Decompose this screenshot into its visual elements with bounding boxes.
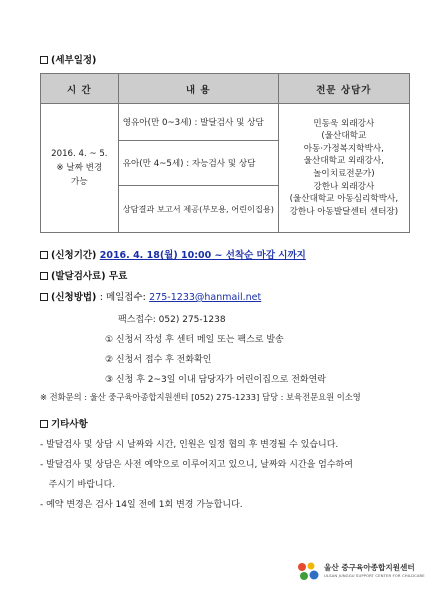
header-counselor: 전문 상담가	[278, 74, 409, 104]
counselor-line: 울산대학교 외래강사,	[303, 156, 384, 167]
method-step: ② 신청서 접수 후 전화확인	[105, 355, 212, 365]
counselor-line: 민동욱 외래강사	[313, 118, 375, 129]
counselor-cell	[278, 104, 409, 233]
other-line: - 발달검사 및 상담은 사전 예약으로 이루어지고 있으니, 날짜와 시간을 엄수하여	[40, 460, 353, 470]
time-line: 2016. 4. ~ 5.	[51, 149, 108, 159]
method-step: ③ 신청 후 2~3일 이내 담당자가 어린이집으로 전화연락	[105, 375, 326, 385]
email-link[interactable]: 275-1233@hanmail.net	[149, 292, 262, 303]
logo-mark-icon	[296, 561, 322, 583]
counselor-line: (울산대학교	[321, 131, 367, 142]
fee-row: (발달검사료) 무료	[40, 268, 127, 282]
other-line: 주시기 바랍니다.	[40, 480, 116, 490]
application-period-value: 2016. 4. 18(월) 10:00 ~ 선착순 마감 시까지	[99, 250, 306, 261]
square-bullet-icon	[40, 420, 48, 428]
table-header-row	[41, 74, 410, 104]
table-row	[41, 104, 410, 141]
counselor-line: 놀이치료전문가)	[313, 169, 375, 179]
other-line: - 발달검사 및 상담 시 날짜와 시간, 인원은 일정 협의 후 변경될 수 있습니다.	[40, 440, 339, 450]
content-cell: 상담결과 보고서 제공(부모용, 어린이집용)	[118, 186, 278, 233]
counselor-line: (울산대학교 아동심리학박사,	[289, 194, 399, 205]
header-content: 내 용	[118, 74, 278, 104]
square-bullet-icon	[40, 56, 48, 64]
schedule-section-title: (세부일정)	[40, 52, 96, 66]
counselor-line: 아동·가정복지학박사,	[303, 143, 384, 154]
application-period: (신청기간) 2016. 4. 18(월) 10:00 ~ 선착순 마감 시까지	[40, 247, 306, 261]
time-cell	[41, 104, 119, 233]
square-bullet-icon	[40, 293, 48, 301]
email-label: : 메일접수:	[99, 292, 146, 303]
content-cell: 유아(만 4~5세) : 자능검사 및 상담	[118, 141, 278, 186]
counselor-line: 강한나 외래강사	[313, 181, 375, 192]
logo-text: 울산 중구육아종합지원센터	[324, 563, 415, 572]
center-logo	[296, 561, 425, 583]
square-bullet-icon	[40, 272, 48, 280]
counselor-line: 강한나 아동발달센터 센터장)	[289, 206, 399, 217]
fee-value: 무료	[108, 271, 128, 282]
square-bullet-icon	[40, 251, 48, 259]
method-step: ① 신청서 작성 후 센터 메일 또는 팩스로 발송	[105, 335, 284, 345]
other-line: - 예약 변경은 검사 14일 전에 1회 변경 가능합니다.	[40, 500, 243, 510]
header-time: 시 간	[41, 74, 119, 104]
time-line: ※ 날짜 변경	[56, 163, 103, 173]
other-section-title: 기타사항	[40, 416, 88, 430]
inquiry-line: ※ 전화문의 : 울산 중구육아종합지원센터 [052) 275-1233] 담당 : 보육전문요원 이소영	[40, 392, 361, 402]
fax-line: 팩스접수: 052) 275-1238	[118, 315, 226, 325]
time-line: 가능	[71, 177, 88, 187]
schedule-table	[40, 73, 410, 233]
method-row: (신청방법) : 메일접수: 275-1233@hanmail.net	[40, 289, 261, 303]
logo-subtext: ULSAN JUNGGU SUPPORT CENTER FOR CHILDCARE	[324, 573, 425, 578]
content-cell: 영유아(만 0~3세) : 발달검사 및 상담	[118, 104, 278, 141]
